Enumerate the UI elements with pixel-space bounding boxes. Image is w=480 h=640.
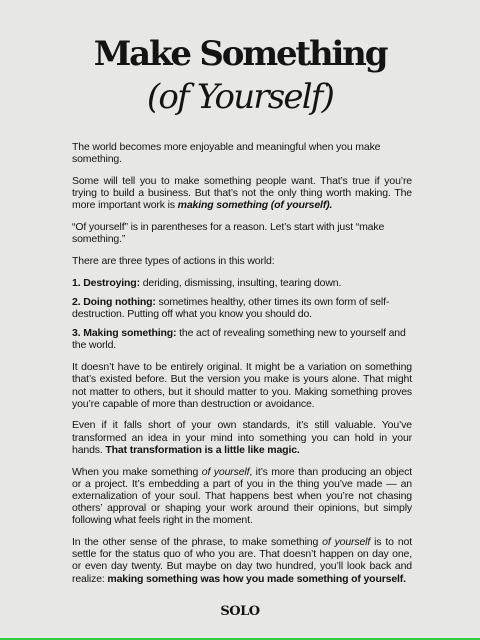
action-item-2-text: sometimes healthy, other times its own form of self-destruction. Putting off what you know you should do. xyxy=(72,295,390,321)
paragraph-8 xyxy=(72,536,412,585)
paragraph-2-text: Some will tell you to make something people want. That’s true if you’re trying to build a business. But that’s not the only thing worth making. The more important work is xyxy=(72,174,412,212)
title-line-1: Make Something xyxy=(93,34,387,74)
paragraph-7-italic: of yourself xyxy=(201,465,250,478)
paragraph-7 xyxy=(72,466,412,527)
action-item-2 xyxy=(72,296,412,320)
paragraph-1: The world becomes more enjoyable and meaningful when you make something. xyxy=(72,141,381,166)
paragraph-8-text-a: In the other sense of the phrase, to make something xyxy=(72,536,323,549)
action-item-1-label: 1. Destroying: xyxy=(72,276,140,289)
paragraph-6-text: Even if it falls short of your own standards, it’s still valuable. You’ve transformed an idea in your mind into something you can hold in your hands. xyxy=(72,419,412,456)
title-line-2: (of Yourself) xyxy=(146,77,334,117)
action-item-2-label: 2. Doing nothing: xyxy=(72,295,156,308)
article-body xyxy=(72,141,412,594)
paragraph-7-text-a: When you make something xyxy=(72,465,202,478)
action-item-3 xyxy=(72,327,412,351)
paragraph-6 xyxy=(72,419,412,456)
action-item-1-text: deriding, dismissing, insulting, tearing down. xyxy=(139,276,342,289)
paragraph-4: There are three types of actions in this world: xyxy=(72,254,275,267)
paragraph-5: It doesn’t have to be entirely original. It might be a variation on something that’s existed before. But the version you make is yours alone. That might not matter to others, but it should matter to you. Making something proves you’re capable of more than destruction or avoidance. xyxy=(72,361,412,410)
action-item-1 xyxy=(72,277,412,289)
paragraph-6-emphasis: That transformation is a little like magic. xyxy=(105,443,300,456)
paragraph-2 xyxy=(72,175,412,212)
paragraph-2-emphasis: making something (of yourself). xyxy=(177,199,333,212)
paragraph-8-italic: of yourself xyxy=(322,536,371,549)
solo-logo: SOLO xyxy=(220,604,260,619)
paragraph-8-text-b: is to not settle for the status quo of who you are. That doesn’t happen on day one, or even day twenty. But maybe on day two hundred, you’ll look back and realize: xyxy=(72,536,412,585)
action-item-3-label: 3. Making something: xyxy=(72,327,177,340)
action-item-3-text: the act of revealing something new to yourself and the world. xyxy=(72,327,406,352)
paragraph-7-text-b: , it’s more than producing an object or a project. It’s embedding a part of you in the thing you’ve made — an externalization of your soul. That happens best when you’re not chasing others’ approval or shaping your work around their opinions, but simply following what feels right in the moment. xyxy=(72,465,412,527)
paragraph-3: “Of yourself” is in parentheses for a reason. Let’s start with just “make something.” xyxy=(72,221,385,246)
paragraph-8-emphasis: making something was how you made something of yourself. xyxy=(107,572,406,585)
